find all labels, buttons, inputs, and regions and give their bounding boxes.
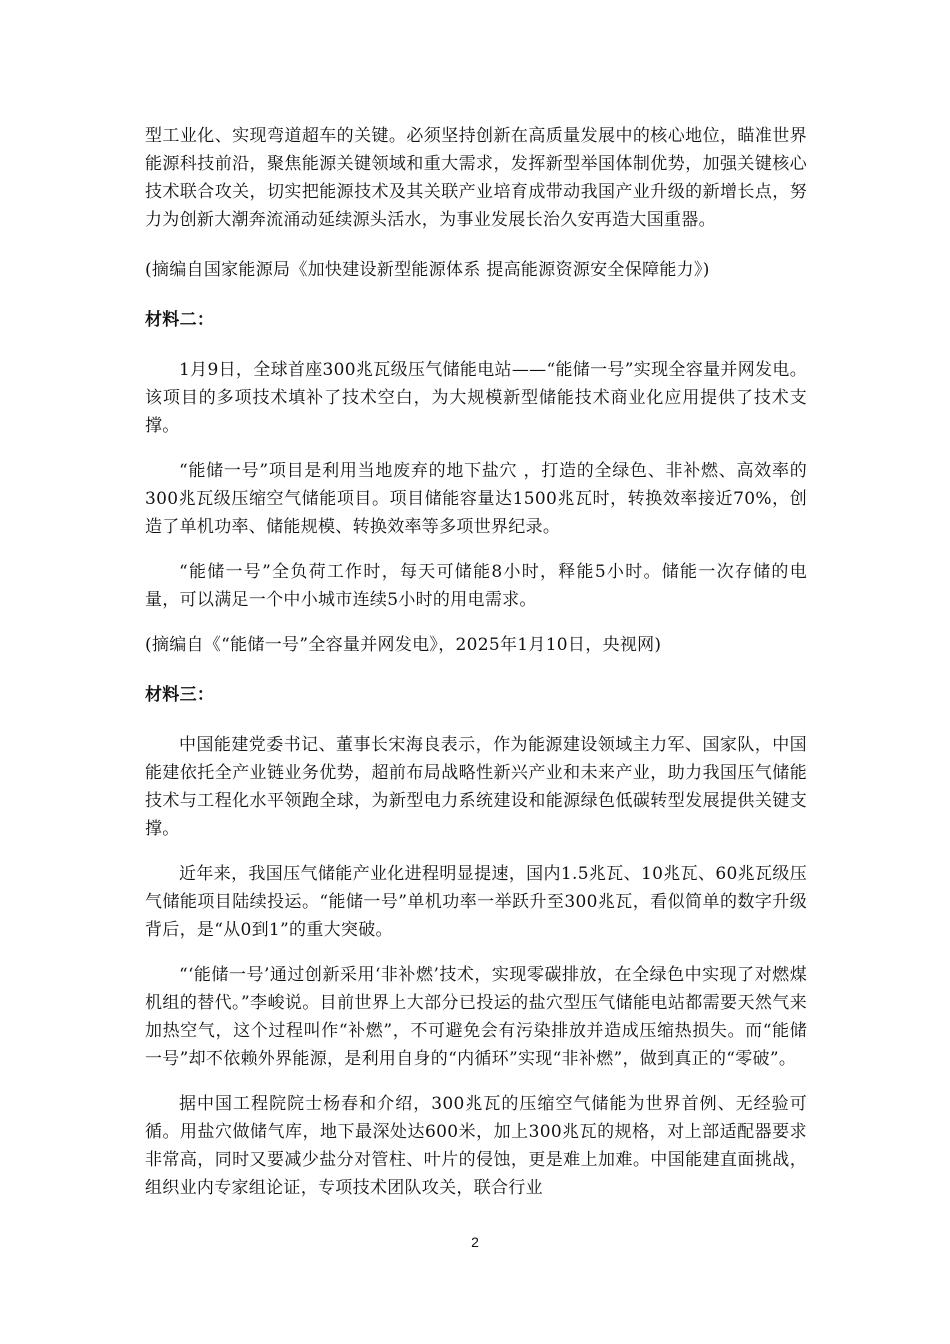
material-2-paragraph-2: “能储一号”项目是利用当地废弃的地下盐穴 ，打造的全绿色、非补燃、高效率的300兆瓦级压缩空气储能项目。项目储能容量达1500兆瓦时，转换效率接近70%，创造了单机功率、储能规模、转换效率等多项世界纪录。 (145, 461, 807, 537)
material-1-closing-paragraph: 型工业化、实现弯道超车的关键。必须坚持创新在高质量发展中的核心地位，瞄准世界能源科技前沿，聚焦能源关键领域和重大需求，发挥新型举国体制优势，加强关键核心技术联合攻关，切实把能源技术及其关联产业培育成带动我国产业升级的新增长点，努力为创新大潮奔流涌动延续源头活水，为事业发展长治久安再造大国重器。 (145, 126, 807, 230)
page-number: 2 (471, 1234, 479, 1250)
material-2-source: (摘编自《“能储一号”全容量并网发电》，2025年1月10日，央视网) (145, 635, 662, 655)
material-2-paragraph-1: 1月9日，全球首座300兆瓦级压气储能电站——“能储一号”实现全容量并网发电。该项目的多项技术填补了技术空白，为大规模新型储能技术商业化应用提供了技术支撑。 (145, 360, 807, 436)
material-3-paragraph-4: 据中国工程院院士杨春和介绍，300兆瓦的压缩空气储能为世界首例、无经验可循。用盐穴做储气库，地下最深处达600米，加上300兆瓦的规格，对上部适配器要求非常高，同时又要减少盐分对管柱、叶片的侵蚀，更是难上加难。中国能建直面挑战，组织业内专家组论证，专项技术团队攻关，联合行业 (145, 1094, 807, 1198)
material-3-paragraph-3: “‘能储一号’通过创新采用‘非补燃’技术，实现零碳排放，在全绿色中实现了对燃煤机组的替代。”李峻说。目前世界上大部分已投运的盐穴型压气储能电站都需要天然气来加热空气，这个过程叫作“补燃”，不可避免会有污染排放并造成压缩热损失。而“能储一号”却不依赖外界能源，是利用自身的“内循环”实现“非补燃”，做到真正的“零破”。 (145, 965, 807, 1069)
material-3-heading: 材料三： (145, 685, 215, 705)
material-3-paragraph-2: 近年来，我国压气储能产业化进程明显提速，国内1.5兆瓦、10兆瓦、60兆瓦级压气储能项目陆续投运。“能储一号”单机功率一举跃升至300兆瓦，看似简单的数字升级背后，是“从0到1”的重大突破。 (145, 864, 807, 940)
material-2-paragraph-3: “能储一号”全负荷工作时，每天可储能8小时，释能5小时。储能一次存储的电量，可以满足一个中小城市连续5小时的用电需求。 (145, 562, 807, 610)
page-body (145, 122, 807, 1202)
material-1-source: (摘编自国家能源局《加快建设新型能源体系 提高能源资源安全保障能力》) (145, 260, 710, 280)
material-3-paragraph-1: 中国能建党委书记、董事长宋海良表示，作为能源建设领域主力军、国家队，中国能建依托全产业链业务优势，超前布局战略性新兴产业和未来产业，助力我国压气储能技术与工程化水平领跑全球，为新型电力系统建设和能源绿色低碳转型发展提供关键支撑。 (145, 735, 807, 839)
material-2-heading: 材料二： (145, 310, 215, 330)
